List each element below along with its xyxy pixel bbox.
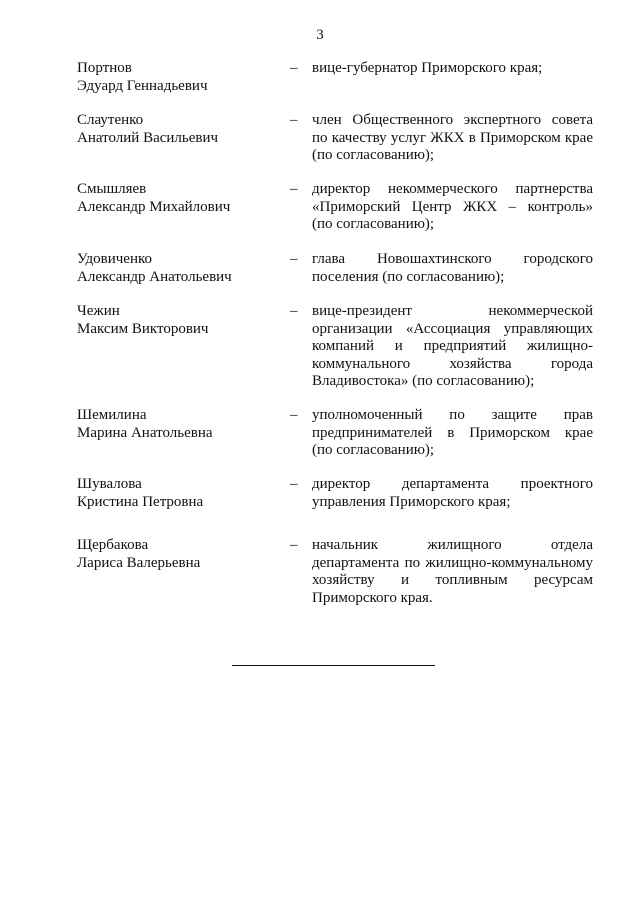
member-surname: Шемилина [77,407,147,423]
page-number: 3 [316,27,324,43]
member-name [77,112,277,147]
member-given-names: Александр Анатольевич [77,268,232,285]
member-name [77,181,277,216]
position-line: компаний и предприятий жилищно- [312,338,593,354]
member-given-names: Марина Анатольевна [77,424,213,441]
position-line: хозяйству и топливным ресурсам [312,572,593,588]
member-name [77,407,277,442]
position-line: управления Приморского края; [312,493,511,510]
member-surname: Смышляев [77,181,147,197]
dash-separator: – [290,112,298,128]
member-name [77,303,277,338]
position-line: (по согласованию); [312,147,435,163]
member-name [77,537,277,572]
member-name [77,60,277,95]
member-surname: Щербакова [77,537,149,553]
member-position [312,112,593,165]
position-line: начальник жилищного отдела [312,537,593,553]
member-given-names: Максим Викторович [77,320,209,337]
member-surname: Шувалова [77,476,142,492]
position-line: вице-президент некоммерческой [312,303,593,319]
member-position [312,407,593,460]
position-line: вице-губернатор Приморского края; [312,60,543,76]
position-line: директор некоммерческого партнерства [312,181,593,197]
member-given-names: Кристина Петровна [77,493,204,510]
member-given-names: Александр Михайлович [77,198,231,215]
position-line: Приморского края. [312,589,433,606]
dash-separator: – [290,537,298,553]
member-position [312,537,593,607]
position-line: директор департамента проектного [312,476,593,492]
member-given-names: Анатолий Васильевич [77,129,219,146]
dash-separator: – [290,251,298,267]
closing-rule [232,665,435,666]
member-given-names: Лариса Валерьевна [77,554,201,571]
member-position [312,251,593,286]
position-line: поселения (по согласованию); [312,268,505,285]
member-surname: Портнов [77,60,132,76]
position-line: департамента по жилищно-коммунальному [312,554,593,571]
position-line: «Приморский Центр ЖКХ – контроль» [312,198,593,215]
position-line: коммунального хозяйства города [312,355,593,372]
dash-separator: – [290,303,298,319]
member-name [77,251,277,286]
member-given-names: Эдуард Геннадьевич [77,77,208,94]
member-name [77,476,277,511]
dash-separator: – [290,476,298,492]
member-position [312,476,593,511]
position-line: организации «Ассоциация управляющих [312,320,593,337]
dash-separator: – [290,181,298,197]
position-line: по качеству услуг ЖКХ в Приморском крае [312,129,593,146]
position-line: (по согласованию); [312,442,435,458]
member-surname: Удовиченко [77,251,153,267]
position-line: предпринимателей в Приморском крае [312,424,593,441]
member-position [312,181,593,234]
member-surname: Слаутенко [77,112,144,128]
member-surname: Чежин [77,303,120,319]
member-position [312,303,593,391]
dash-separator: – [290,407,298,423]
position-line: член Общественного экспертного совета [312,112,593,128]
position-line: (по согласованию); [312,216,435,232]
dash-separator: – [290,60,298,76]
position-line: глава Новошахтинского городского [312,251,593,267]
member-position [312,60,593,78]
position-line: уполномоченный по защите прав [312,407,593,423]
position-line: Владивостока» (по согласованию); [312,373,535,389]
